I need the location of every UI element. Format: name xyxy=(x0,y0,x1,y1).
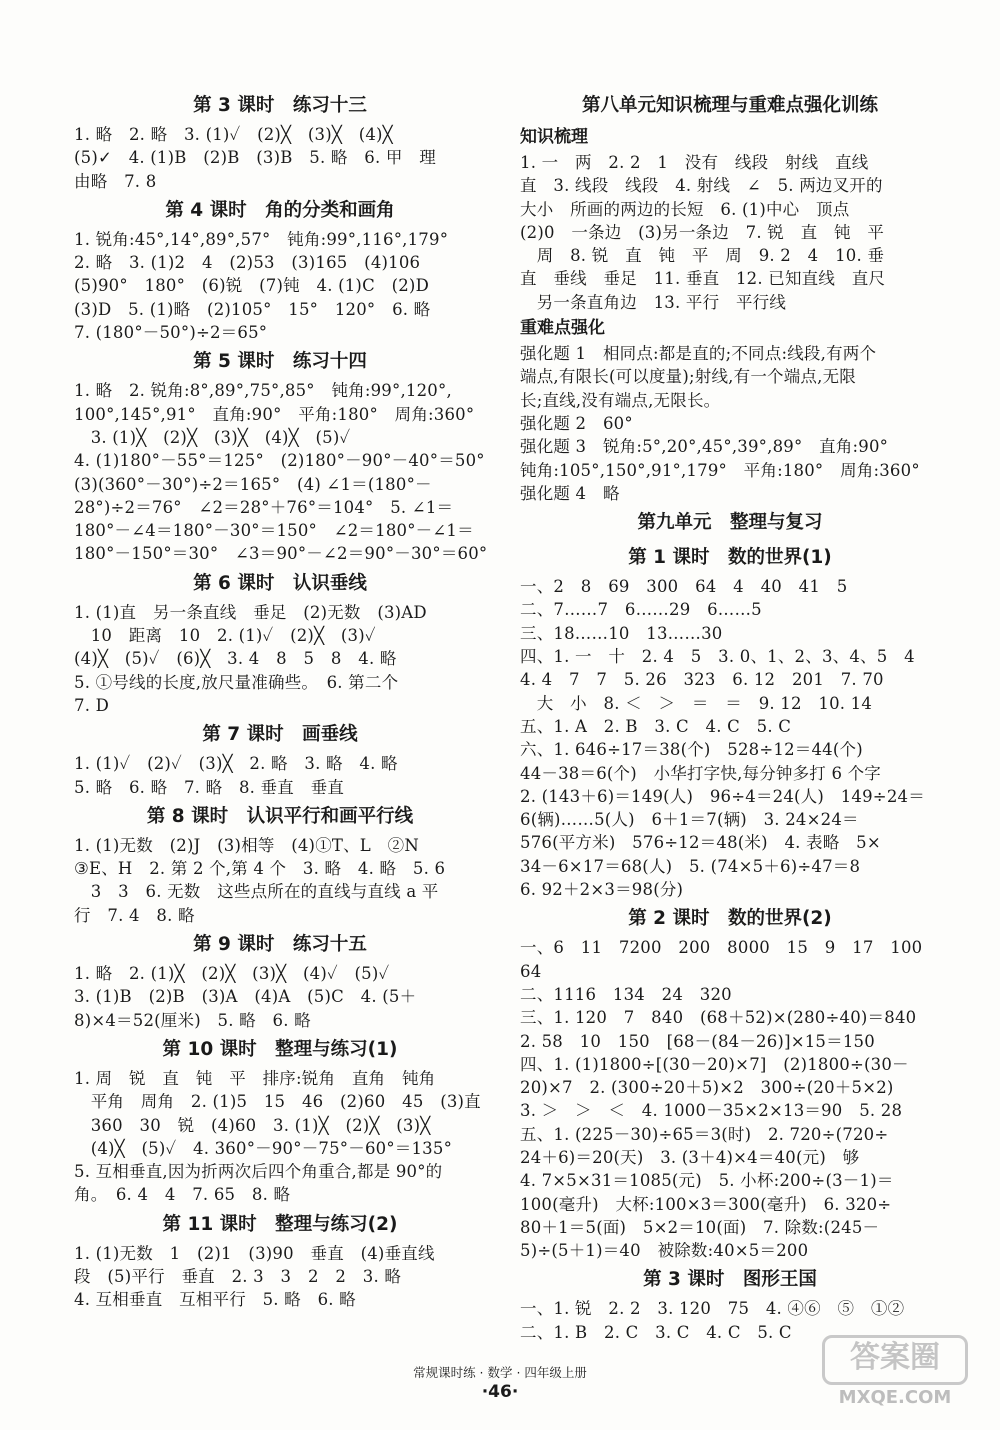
page-number: ·46· xyxy=(481,1382,519,1402)
answer-line: 六、1. 646÷17＝38(个) 528÷12＝44(个) xyxy=(520,740,863,760)
answer-line: 五、1. A 2. B 3. C 4. C 5. C xyxy=(520,716,792,736)
answer-line: (4)╳ (5)✓ 4. 360°－90°－75°－60°＝135° xyxy=(74,1138,453,1158)
answer-line: 2. (143＋6)＝149(人) 96÷4＝24(人) 149÷24＝ xyxy=(520,786,925,806)
right-column xyxy=(520,88,940,1344)
answer-line: 周 8. 锐 直 钝 平 周 9. 2 4 10. 垂 xyxy=(520,246,885,266)
section-heading: 第 10 课时 整理与练习(1) xyxy=(162,1038,398,1060)
answer-line: 端点,有限长(可以度量);射线,有一个端点,无限 xyxy=(520,367,856,387)
answer-line: 5. 略 6. 略 7. 略 8. 垂直 垂直 xyxy=(74,777,345,797)
section-heading: 第 2 课时 数的世界(2) xyxy=(628,908,832,930)
answer-line: 24＋6)＝20(天) 3. (3＋4)×4＝40(元) 够 xyxy=(520,1147,860,1167)
answer-line: (3)D 5. (1)略 (2)105° 15° 120° 6. 略 xyxy=(74,299,431,319)
answer-line: 一、6 11 7200 200 8000 15 9 17 100 xyxy=(520,938,923,958)
answer-line: 44－38＝6(个) 小华打字快,每分钟多打 6 个字 xyxy=(520,763,881,783)
section-heading: 第 3 课时 图形王国 xyxy=(643,1269,817,1291)
section-heading: 第 5 课时 练习十四 xyxy=(193,351,367,373)
subsection-heading: 知识梳理 xyxy=(520,127,588,147)
answer-line: 直 3. 线段 线段 4. 射线 ∠ 5. 两边叉开的 xyxy=(520,176,883,196)
answer-line: 1. (1)无数 (2)J (3)相等 (4)①T、L ②N xyxy=(74,835,419,855)
answer-line: 7. D xyxy=(74,695,110,715)
answer-line: (5)✓ 4. (1)B (2)B (3)B 5. 略 6. 甲 理 xyxy=(74,148,436,168)
answer-line: 段 (5)平行 垂直 2. 3 3 2 2 3. 略 xyxy=(74,1266,402,1286)
answer-line: 1. 略 2. (1)╳ (2)╳ (3)╳ (4)✓ (5)✓ xyxy=(74,964,390,984)
answer-line: 3 3 6. 无数 这些点所在的直线与直线 a 平 xyxy=(74,882,439,902)
answer-line: 二、7……7 6……29 6……5 xyxy=(520,600,762,620)
answer-line: 80＋1＝5(面) 5×2＝10(面) 7. 除数:(245－ xyxy=(520,1217,880,1237)
answer-line: 8)×4＝52(厘米) 5. 略 6. 略 xyxy=(74,1010,311,1030)
answer-line: 1. 略 2. 略 3. (1)✓ (2)╳ (3)╳ (4)╳ xyxy=(74,125,393,144)
footer-title: 常规课时练 · 数学 · 四年级上册 xyxy=(413,1365,587,1380)
answer-line: 3. (1)B (2)B (3)A (4)A (5)C 4. (5＋ xyxy=(74,987,417,1007)
answer-line: 4. (1)180°－55°＝125° (2)180°－90°－40°＝50° xyxy=(74,451,485,471)
watermark xyxy=(820,1335,970,1415)
answer-line: 4. 4 7 7 5. 26 323 6. 12 201 7. 70 xyxy=(520,670,884,690)
answer-line: 2. 58 10 150 [68－(84－26)]×15＝150 xyxy=(520,1031,875,1051)
answer-line: 4. 7×5×31＝1085(元) 5. 小杯:200÷(3－1)＝ xyxy=(520,1171,894,1191)
answer-line: 3. ＞ ＞ ＜ 4. 1000－35×2×13＝90 5. 28 xyxy=(520,1101,903,1121)
watermark-url: MXQE.COM xyxy=(838,1387,952,1408)
answer-line: ③E、H 2. 第 2 个,第 4 个 3. 略 4. 略 5. 6 xyxy=(74,859,446,879)
answer-line: 6(辆)……5(人) 6＋1＝7(辆) 3. 24×24＝ xyxy=(520,810,859,830)
section-heading: 第 6 课时 认识垂线 xyxy=(193,572,367,594)
answer-line: (2)0 一条边 (3)另一条边 7. 锐 直 钝 平 xyxy=(520,222,885,242)
answer-line: 7. (180°－50°)÷2＝65° xyxy=(74,323,268,343)
answer-line: 10 距离 10 2. (1)✓ (2)╳ (3)✓ xyxy=(74,626,376,646)
answer-line: 180°－∠4＝180°－30°＝150° ∠2＝180°－∠1＝ xyxy=(74,521,474,541)
answer-line: (5)90° 180° (6)锐 (7)钝 4. (1)C (2)D xyxy=(74,276,429,296)
answer-line: 1. (1)无数 1 (2)1 (3)90 垂直 (4)垂直线 xyxy=(74,1243,435,1263)
answer-line: 4. 互相垂直 互相平行 5. 略 6. 略 xyxy=(74,1290,356,1310)
subsection-heading: 重难点强化 xyxy=(520,318,605,339)
answer-line: 5. 互相垂直,因为折两次后四个角重合,都是 90°的 xyxy=(74,1162,443,1182)
answer-line: 强化题 4 略 xyxy=(520,483,620,503)
answer-line: 大小 所画的两边的长短 6. (1)中心 顶点 xyxy=(520,199,850,219)
answer-line: 行 7. 4 8. 略 xyxy=(74,905,195,925)
answer-line: 五、1. (225－30)÷65＝3(时) 2. 720÷(720÷ xyxy=(520,1124,889,1144)
answer-line: 64 xyxy=(520,961,542,981)
answer-line: 1. (1)直 另一条直线 垂足 (2)无数 (3)AD xyxy=(74,602,427,622)
answer-line: 576(平方米) 576÷12＝48(米) 4. 表略 5× xyxy=(520,833,881,853)
section-heading: 第 8 课时 认识平行和画平行线 xyxy=(146,805,414,827)
answer-line: 1. 锐角:45°,14°,89°,57° 钝角:99°,116°,179° xyxy=(74,229,449,249)
answer-line: 3. (1)╳ (2)╳ (3)╳ (4)╳ (5)✓ xyxy=(74,427,351,447)
answer-line: 34－6×17＝68(人) 5. (74×5＋6)÷47＝8 xyxy=(520,856,861,876)
watermark-logo: 答案圈 xyxy=(822,1335,968,1385)
answer-line: 2. 略 3. (1)2 4 (2)53 (3)165 (4)106 xyxy=(74,253,421,273)
section-heading: 第 4 课时 角的分类和画角 xyxy=(165,199,395,221)
section-heading: 第 9 课时 练习十五 xyxy=(193,934,367,956)
answer-line: (4)╳ (5)✓ (6)╳ 3. 4 8 5 8 4. 略 xyxy=(74,649,397,669)
answer-line: 另一条直角边 13. 平行 平行线 xyxy=(520,292,787,312)
answer-line: 强化题 1 相同点:都是直的;不同点:线段,有两个 xyxy=(520,344,877,364)
section-heading: 第 11 课时 整理与练习(2) xyxy=(162,1213,398,1235)
section-heading: 第九单元 整理与复习 xyxy=(637,512,823,534)
answer-line: 20)×7 2. (300÷20＋5)×2 300÷(20＋5×2) xyxy=(520,1078,894,1098)
answer-line: 长;直线,没有端点,无限长。 xyxy=(520,390,721,410)
section-heading: 第 1 课时 数的世界(1) xyxy=(628,547,832,569)
answer-line: 100(毫升) 大杯:100×3＝300(毫升) 6. 320÷ xyxy=(520,1194,892,1214)
answer-line: 二、1. B 2. C 3. C 4. C 5. C xyxy=(520,1322,792,1342)
answer-line: 四、1. (1)1800÷[(30－20)×7] (2)1800÷(30－ xyxy=(520,1054,909,1074)
answer-line: 强化题 3 锐角:5°,20°,45°,39°,89° 直角:90° xyxy=(520,437,889,457)
answer-line: 5. ①号线的长度,放尺量准确些。 6. 第二个 xyxy=(74,672,399,692)
answer-line: 三、1. 120 7 840 (68＋52)×(280÷40)＝840 xyxy=(520,1008,917,1028)
answer-line: 6. 92＋2×3＝98(分) xyxy=(520,880,684,900)
answer-line: 平角 周角 2. (1)5 15 46 (2)60 45 (3)直 xyxy=(74,1092,481,1112)
section-heading: 第八单元知识梳理与重难点强化训练 xyxy=(581,95,878,116)
answer-line: 二、1116 134 24 320 xyxy=(520,984,732,1004)
answer-line: 180°－150°＝30° ∠3＝90°－∠2＝90°－30°＝60° xyxy=(74,544,488,564)
answer-line: 1. 周 锐 直 钝 平 排序:锐角 直角 钝角 xyxy=(74,1068,436,1088)
answer-line: 1. 略 2. 锐角:8°,89°,75°,85° 钝角:99°,120°, xyxy=(74,381,452,401)
answer-line: 直 垂线 垂足 11. 垂直 12. 已知直线 直尺 xyxy=(520,269,886,289)
answer-line: 强化题 2 60° xyxy=(520,413,633,433)
answer-line: 100°,145°,91° 直角:90° 平角:180° 周角:360° xyxy=(74,404,475,424)
answer-line: 钝角:105°,150°,91°,179° 平角:180° 周角:360° xyxy=(520,460,920,480)
answer-line: 角。 6. 4 4 7. 65 8. 略 xyxy=(74,1185,291,1205)
answer-line: 5)÷(5＋1)＝40 被除数:40×5＝200 xyxy=(520,1241,809,1261)
section-heading: 第 3 课时 练习十三 xyxy=(193,95,367,116)
answer-line: 一、2 8 69 300 64 4 40 41 5 xyxy=(520,577,848,597)
answer-line: 360 30 锐 (4)60 3. (1)╳ (2)╳ (3)╳ xyxy=(74,1115,431,1135)
answer-line: (3)(360°－30°)÷2＝165° (4) ∠1＝(180°－ xyxy=(74,474,432,494)
answer-line: 28°)÷2＝76° ∠2＝28°＋76°＝104° 5. ∠1＝ xyxy=(74,497,454,517)
answer-line: 由略 7. 8 xyxy=(74,171,157,191)
answer-line: 1. (1)✓ (2)✓ (3)╳ 2. 略 3. 略 4. 略 xyxy=(74,754,398,774)
answer-line: 三、18……10 13……30 xyxy=(520,623,723,643)
answer-line: 1. 一 两 2. 2 1 没有 线段 射线 直线 xyxy=(520,153,869,172)
answer-line: 四、1. 一 十 2. 4 5 3. 0、1、2、3、4、5 4 xyxy=(520,647,915,667)
answer-line: 一、1. 锐 2. 2 3. 120 75 4. ④⑥ ⑤ ①② xyxy=(520,1299,905,1319)
section-heading: 第 7 课时 画垂线 xyxy=(202,724,358,746)
left-column xyxy=(74,88,486,1312)
answer-line: 大 小 8. ＜ ＞ ＝ ＝ 9. 12 10. 14 xyxy=(520,693,873,713)
